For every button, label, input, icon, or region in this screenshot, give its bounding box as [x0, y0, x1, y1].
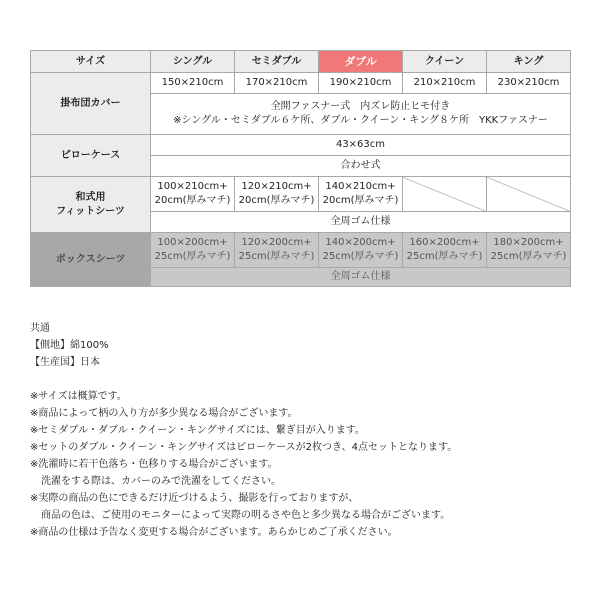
box-dim-king-depth: 25cm(厚みマチ): [490, 251, 567, 262]
fitted-king-not-available: [487, 177, 571, 212]
note-photo-color: ※実際の商品の色にできるだけ近づけるよう、撮影を行っておりますが、: [30, 493, 359, 504]
pillow-case-label: ピローケース: [31, 135, 151, 177]
fitted-dim-single-size: 100×210cm+: [157, 181, 228, 192]
note-seam: ※セミダブル・ダブル・クイーン・キングサイズには、繋ぎ目が入ります。: [30, 425, 365, 436]
product-notes: [30, 320, 457, 541]
fitted-dim-semi-double-depth: 20cm(厚みマチ): [238, 195, 315, 206]
box-sheet-row: [31, 233, 571, 268]
box-dim-queen-depth: 25cm(厚みマチ): [406, 251, 483, 262]
notes-spacer: [30, 371, 457, 388]
box-dim-double-size: 140×200cm+: [325, 237, 396, 248]
box-sheet-label: ボックスシーツ: [31, 233, 151, 287]
duvet-cover-label: 掛布団カバー: [31, 73, 151, 135]
duvet-cover-note: [151, 94, 571, 135]
note-color-fade: ※洗濯時に若干色落ち・色移りする場合がございます。: [30, 459, 278, 470]
box-sheet-note: 全周ゴム仕様: [151, 268, 571, 287]
common-origin: 【生産国】日本: [30, 357, 100, 368]
duvet-cover-row: [31, 73, 571, 94]
fitted-sheet-label: [31, 177, 151, 233]
size-header-double-selected: ダブル: [319, 51, 403, 73]
fitted-dim-single: [151, 177, 235, 212]
pillow-case-row: [31, 135, 571, 156]
duvet-dim-double: 190×210cm: [319, 73, 403, 94]
fitted-sheet-label-line2: フィットシーツ: [56, 205, 125, 217]
size-header-semi-double: セミダブル: [235, 51, 319, 73]
fitted-queen-not-available: [403, 177, 487, 212]
size-header-queen: クイーン: [403, 51, 487, 73]
note-spec-change: ※商品の仕様は予告なく変更する場合がございます。あらかじめご了承ください。: [30, 527, 398, 538]
fitted-dim-semi-double: [235, 177, 319, 212]
common-title: 共通: [30, 323, 50, 334]
pillow-case-note: 合わせ式: [151, 156, 571, 177]
duvet-cover-note-line2: ※シングル・セミダブル６ケ所、ダブル・クイーン・キング８ケ所 YKKファスナー: [173, 115, 548, 126]
box-dim-semi-double-depth: 25cm(厚みマチ): [238, 251, 315, 262]
box-dim-king: [487, 233, 571, 268]
size-header-single: シングル: [151, 51, 235, 73]
box-dim-semi-double-size: 120×200cm+: [241, 237, 312, 248]
pillow-case-dims: 43×63cm: [151, 135, 571, 156]
fitted-dim-semi-double-size: 120×210cm+: [241, 181, 312, 192]
note-pattern: ※商品によって柄の入り方が多少異なる場合がございます。: [30, 408, 298, 419]
common-fabric: 【側地】綿100%: [30, 340, 109, 351]
fitted-dim-double-depth: 20cm(厚みマチ): [322, 195, 399, 206]
note-size-approx: ※サイズは概算です。: [30, 391, 127, 402]
box-dim-double: [319, 233, 403, 268]
note-monitor-color: 商品の色は、ご使用のモニターによって実際の明るさや色と多少異なる場合がございます。: [41, 510, 451, 521]
box-dim-double-depth: 25cm(厚みマチ): [322, 251, 399, 262]
fitted-sheet-note: 全周ゴム仕様: [151, 212, 571, 233]
fitted-sheet-row: [31, 177, 571, 212]
duvet-dim-single: 150×210cm: [151, 73, 235, 94]
duvet-dim-queen: 210×210cm: [403, 73, 487, 94]
size-spec-table: [30, 50, 571, 287]
size-header-label: サイズ: [31, 51, 151, 73]
box-dim-single-size: 100×200cm+: [157, 237, 228, 248]
fitted-sheet-label-line1: 和式用: [75, 191, 106, 203]
fitted-dim-double: [319, 177, 403, 212]
size-header-king: キング: [487, 51, 571, 73]
box-dim-king-size: 180×200cm+: [493, 237, 564, 248]
note-wash-cover: 洗濯をする際は、カバーのみで洗濯をしてください。: [41, 476, 281, 487]
box-dim-semi-double: [235, 233, 319, 268]
duvet-cover-note-line1: 全開ファスナー式 内ズレ防止ヒモ付き: [270, 101, 451, 112]
fitted-dim-double-size: 140×210cm+: [325, 181, 396, 192]
fitted-dim-single-depth: 20cm(厚みマチ): [154, 195, 231, 206]
box-dim-queen-size: 160×200cm+: [409, 237, 480, 248]
box-dim-single-depth: 25cm(厚みマチ): [154, 251, 231, 262]
duvet-dim-semi-double: 170×210cm: [235, 73, 319, 94]
duvet-dim-king: 230×210cm: [487, 73, 571, 94]
box-dim-queen: [403, 233, 487, 268]
size-header-row: [31, 51, 571, 73]
note-set-pillow: ※セットのダブル・クイーン・キングサイズはピローケースが2枚つき、4点セットとなります。: [30, 442, 458, 453]
box-dim-single: [151, 233, 235, 268]
